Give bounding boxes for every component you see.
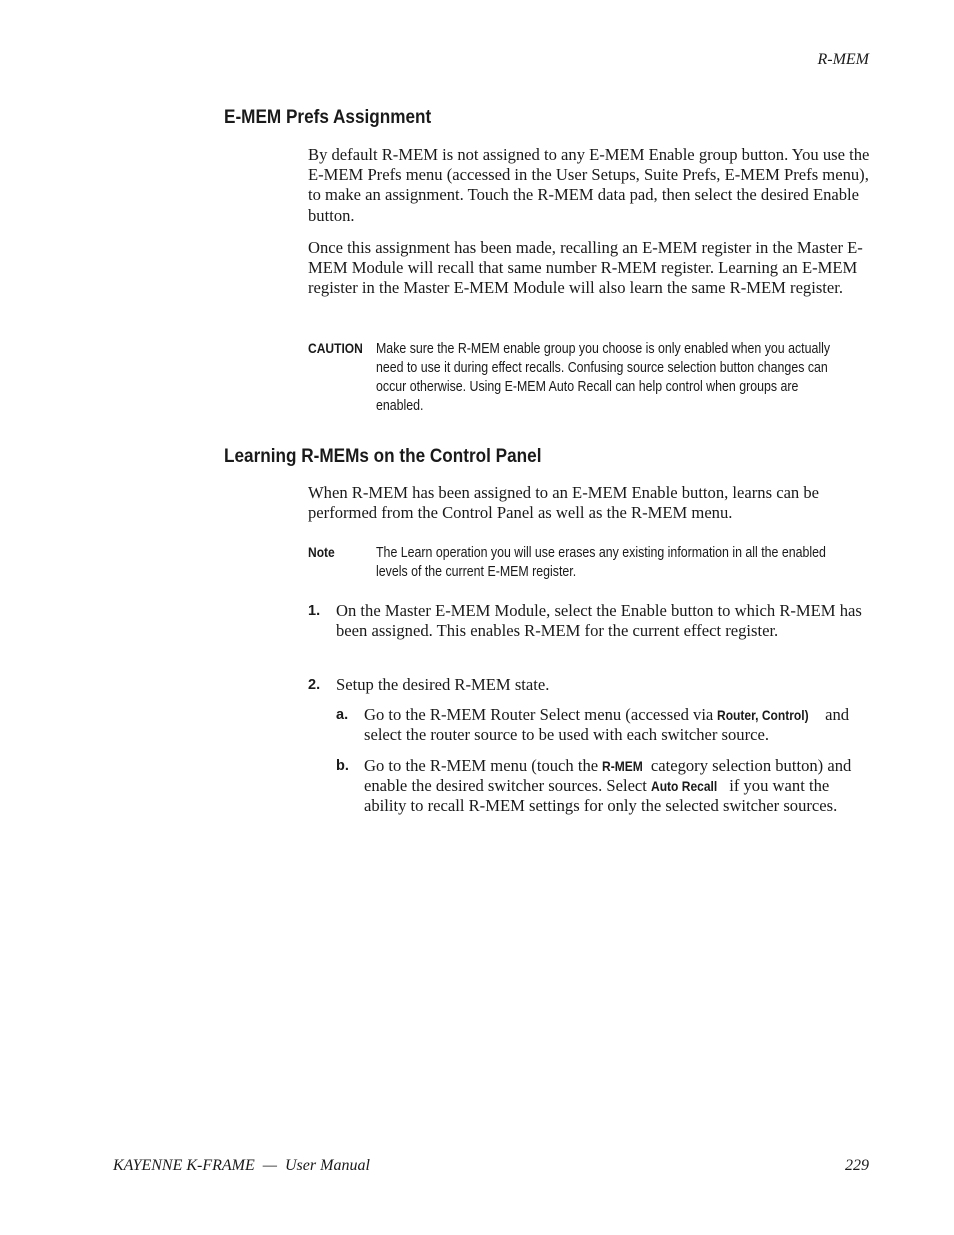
paragraph-assignment-effect: Once this assignment has been made, recalling an E-MEM register in the Master E-MEM Module will recall that same number R-MEM register. Learning an E-MEM register in the Master E-MEM Module will also learn the same R-MEM register. (308, 238, 863, 298)
note-text: The Learn operation you will use erases any existing information in all the enabled levels of the current E-MEM register. (376, 545, 826, 580)
step-text-2: Setup the desired R-MEM state. (336, 675, 550, 694)
step-number-2: 2. (308, 677, 321, 693)
substep-text-a: Go to the R-MEM Router Select menu (accessed via Router, Control) and select the router source to be used with each switcher source. (364, 705, 850, 745)
ui-label-auto-recall: Auto Recall (651, 778, 718, 795)
running-head: R-MEM (817, 51, 869, 68)
note-label: Note (308, 544, 335, 560)
paragraph-learns: When R-MEM has been assigned to an E-MEM Enable button, learns can be performed from the Control Panel as well as the R-MEM menu. (308, 483, 820, 523)
footer-title: KAYENNE K-FRAME — User Manual (113, 1157, 370, 1174)
substep-text-b: Go to the R-MEM menu (touch the R-MEM category selection button) and enable the desired switcher sources. Select Auto Recall if you want the ability to recall R-MEM settings for only the selected switcher sources. (364, 756, 852, 816)
paragraph-default-assignment: By default R-MEM is not assigned to any E-MEM Enable group button. You use the E-MEM Prefs menu (accessed in the User Setups, Suite Prefs, E-MEM Prefs menu), to make an assignment. Touch the R-MEM data pad, then select the desired Enable button. (308, 145, 870, 225)
step-number-1: 1. (308, 603, 321, 619)
ui-label-router-control: Router, Control) (717, 707, 810, 723)
page-number: 229 (845, 1157, 869, 1174)
caution-label: CAUTION (308, 340, 363, 356)
substep-label-b: b. (336, 758, 349, 774)
caution-text: Make sure the R-MEM enable group you choose is only enabled when you actually need to use it during effect recalls. Confusing source selection button changes can occur otherwise. Using E-MEM Auto Recall can help control when groups are enabled. (376, 341, 831, 414)
substep-label-a: a. (336, 707, 349, 723)
section-heading-learning: Learning R-MEMs on the Control Panel (224, 445, 542, 467)
step-text-1: On the Master E-MEM Module, select the Enable button to which R-MEM has been assigned. This enables R-MEM for the current effect register. (336, 601, 862, 641)
ui-label-rmem: R-MEM (602, 758, 644, 774)
section-heading-emem-prefs: E-MEM Prefs Assignment (224, 106, 432, 128)
